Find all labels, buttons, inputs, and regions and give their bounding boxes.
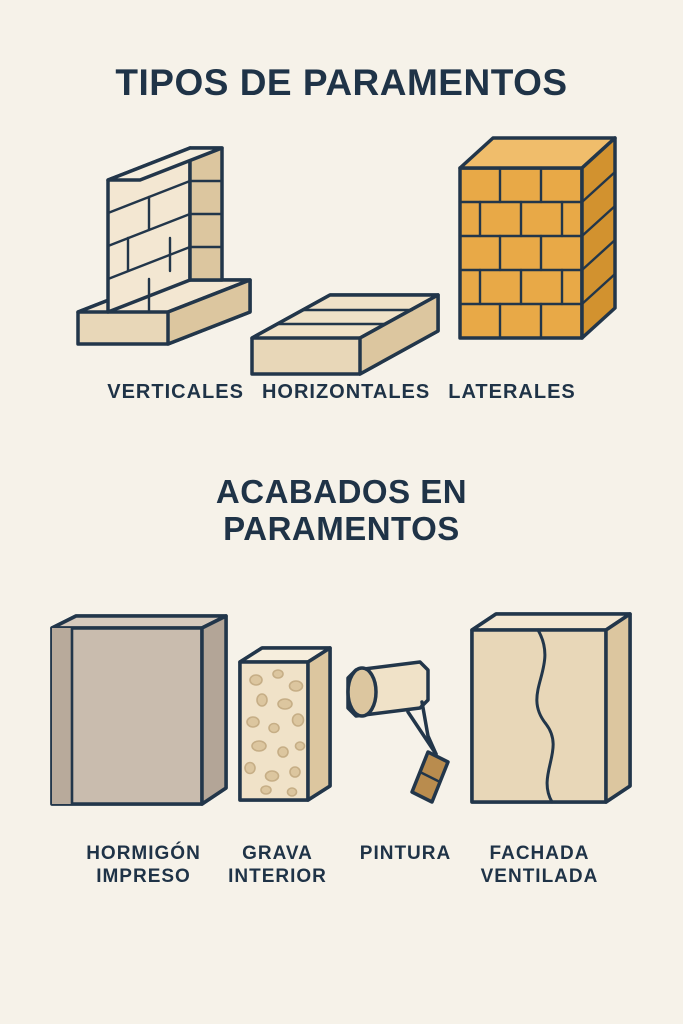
caption-hormigon-impreso-line2: IMPRESO	[96, 866, 191, 888]
caption-pintura	[342, 842, 470, 865]
caption-pintura-line1: PINTURA	[359, 843, 452, 864]
figures-acabados	[0, 596, 683, 836]
figure-gravel-panel	[240, 648, 330, 800]
caption-grava-interior	[214, 842, 342, 888]
figure-vertical-brick-wall-panel	[78, 148, 250, 344]
caption-verticales: VERTICALES	[107, 381, 244, 403]
caption-grava-interior-line2: INTERIOR	[228, 866, 327, 888]
caption-fachada-ventilada	[470, 842, 610, 888]
figure-lateral-brick-wall	[460, 138, 615, 338]
figure-paint-roller	[348, 662, 448, 802]
caption-laterales: LATERALES	[448, 381, 576, 403]
caption-fachada-ventilada-line1: FACHADA	[489, 843, 590, 864]
page-title-tipos: TIPOS DE PARAMENTOS	[115, 62, 568, 103]
caption-horizontales: HORIZONTALES	[261, 381, 431, 403]
page-title-acabados-line1: ACABADOS EN	[215, 473, 468, 510]
caption-fachada-ventilada-line2: VENTILADA	[480, 866, 599, 888]
page-title-acabados-line2: PARAMENTOS	[223, 509, 460, 547]
figure-concrete-panel	[52, 616, 226, 804]
captions-acabados	[0, 842, 683, 888]
caption-hormigon-impreso-line1: HORMIGÓN	[86, 843, 201, 864]
captions-tipos	[0, 380, 683, 404]
figures-tipos	[0, 130, 683, 380]
caption-hormigon-impreso	[74, 842, 214, 888]
page-title-acabados	[0, 474, 683, 548]
figure-horizontal-wood-slab	[252, 295, 438, 374]
figure-ventilated-facade-panel	[472, 614, 630, 802]
caption-grava-interior-line1: GRAVA	[242, 843, 313, 864]
